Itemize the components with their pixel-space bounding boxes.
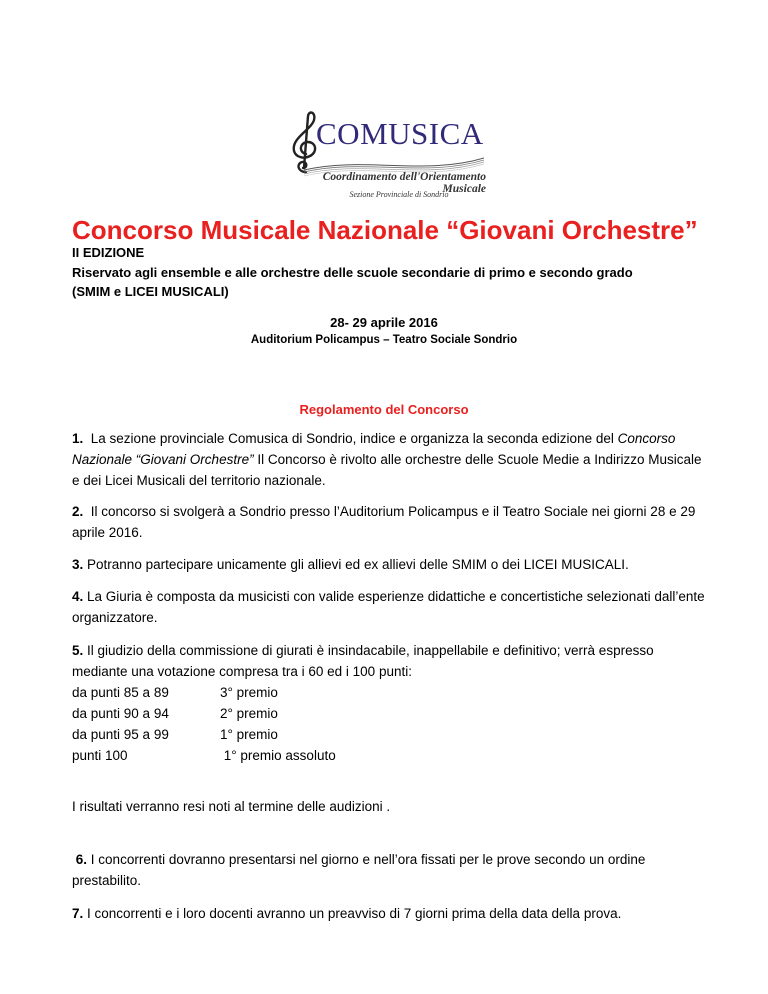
- paragraph-3: [72, 554, 712, 575]
- paragraph-3-text: Potranno partecipare unicamente gli allievi ed ex allievi delle SMIM o dei LICEI MUSICALI.: [87, 557, 629, 572]
- prize-row: [72, 745, 472, 766]
- logo-brand: COMUSICA: [316, 116, 484, 151]
- paragraph-2: [72, 501, 712, 543]
- paragraph-7: [72, 903, 712, 924]
- paragraph-1: [72, 428, 712, 491]
- paragraph-4: [72, 586, 712, 628]
- event-dates: 28- 29 aprile 2016: [330, 315, 438, 330]
- event-venue: Auditorium Policampus – Teatro Sociale Sondrio: [250, 334, 518, 346]
- prize-points: punti 100: [72, 748, 128, 763]
- prize-points: da punti 95 a 99: [72, 727, 169, 742]
- prize-label: 3° premio: [220, 685, 278, 700]
- paragraph-5-number: 5.: [72, 643, 84, 658]
- paragraph-1-contest-name: Concorso Nazionale “Giovani Orchestre”: [72, 431, 676, 467]
- paragraph-5-text: Il giudizio della commissione di giurati è insindacabile, inappellabile e definitivo; verrà espresso mediante una votazione compresa tra i 60 ed i 100 punti:: [72, 643, 654, 679]
- prize-label: 1° premio: [220, 727, 278, 742]
- prize-list: [72, 682, 472, 766]
- edition-label: II EDIZIONE: [72, 245, 145, 260]
- paragraph-5: [72, 640, 712, 682]
- subtitle-line-2: (SMIM e LICEI MUSICALI): [72, 284, 229, 299]
- prize-label: 1° premio assoluto: [220, 748, 336, 763]
- paragraph-4-number: 4.: [72, 589, 84, 604]
- results-note: I risultati verranno resi noti al termine delle audizioni .: [72, 799, 391, 814]
- paragraph-4-text: La Giuria è composta da musicisti con valide esperienze didattiche e concertistiche selezionati dall’ente organizzatore.: [72, 589, 705, 625]
- prize-row: [72, 682, 472, 703]
- paragraph-3-number: 3.: [72, 557, 84, 572]
- prize-points: da punti 90 a 94: [72, 706, 169, 721]
- paragraph-6: [72, 849, 712, 891]
- comusica-logo: [286, 110, 486, 202]
- prize-label: 2° premio: [220, 706, 278, 721]
- paragraph-6-text: I concorrenti dovranno presentarsi nel giorno e nell’ora fissati per le prove secondo un ordine prestabilito.: [72, 852, 646, 888]
- paragraph-7-text: I concorrenti e i loro docenti avranno un preavviso di 7 giorni prima della data della prova.: [87, 906, 622, 921]
- paragraph-7-number: 7.: [72, 906, 84, 921]
- paragraph-6-number: 6.: [75, 852, 88, 867]
- logo-tagline: Coordinamento dell'Orientamento Musicale: [322, 171, 486, 195]
- prize-row: [72, 724, 472, 745]
- logo-section: Sezione Provinciale di Sondrio: [349, 190, 449, 199]
- regulation-heading: Regolamento del Concorso: [299, 402, 469, 417]
- page-title: Concorso Musicale Nazionale “Giovani Orchestre”: [72, 215, 698, 245]
- prize-points: da punti 85 a 89: [72, 685, 169, 700]
- subtitle-line-1: Riservato agli ensemble e alle orchestre delle scuole secondarie di primo e secondo grado: [72, 265, 633, 280]
- prize-row: [72, 703, 472, 724]
- paragraph-1-text-a: La sezione provinciale Comusica di Sondrio, indice e organizza la seconda edizione del: [90, 431, 614, 446]
- paragraph-1-text-b: Il Concorso è rivolto alle orchestre delle Scuole Medie a Indirizzo Musicale e dei Licei Musicali del territorio nazionale.: [72, 452, 702, 488]
- paragraph-2-text: Il concorso si svolgerà a Sondrio presso l’Auditorium Policampus e il Teatro Sociale nei giorni 28 e 29 aprile 2016.: [72, 504, 696, 540]
- paragraph-2-number: 2.: [72, 504, 84, 519]
- paragraph-1-number: 1.: [72, 431, 84, 446]
